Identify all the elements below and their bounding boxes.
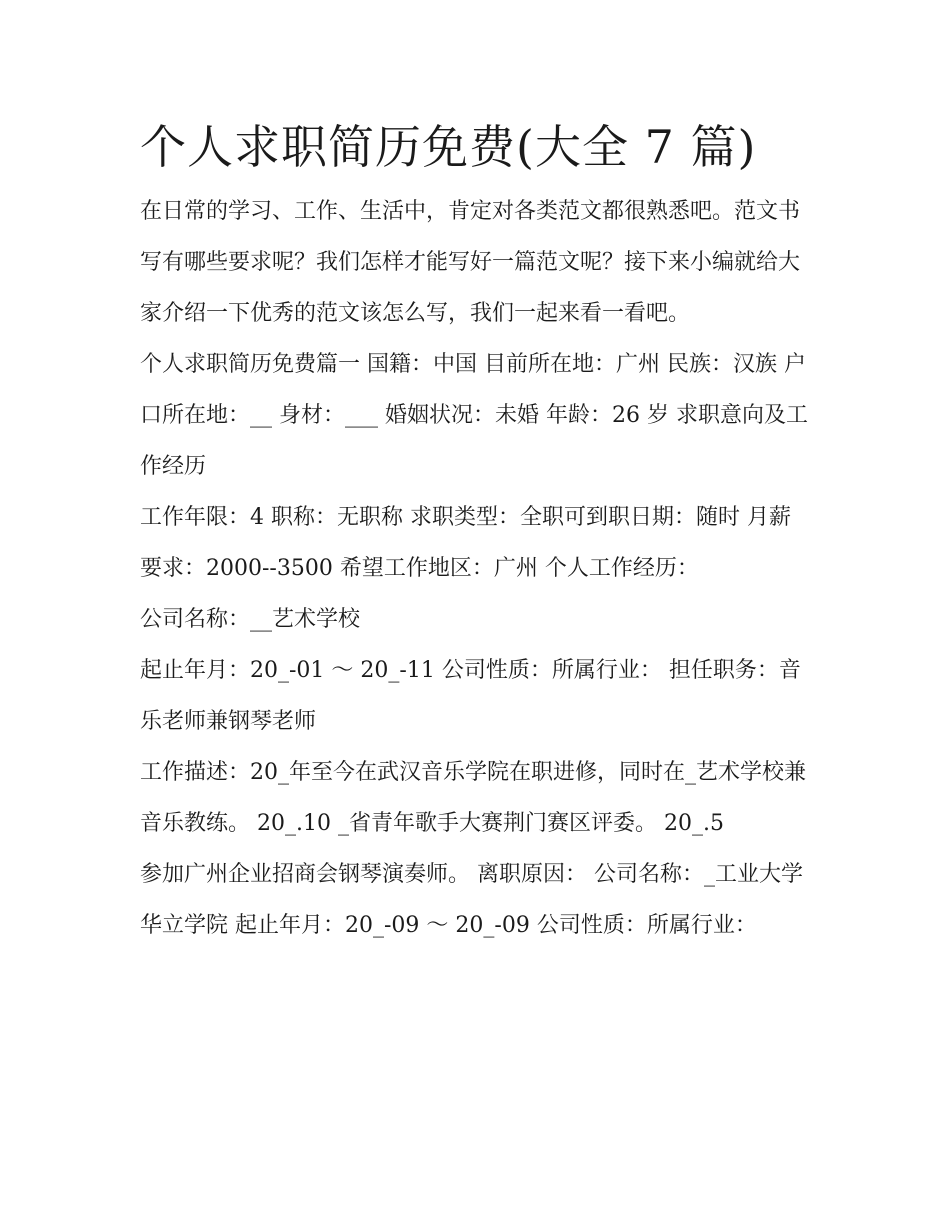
- additional-experience-paragraph: 参加广州企业招商会钢琴演奏师。 离职原因： 公司名称：_工业大学华立学院 起止年月：20_-09 ～ 20_-09 公司性质：所属行业：: [140, 862, 803, 938]
- intro-paragraph: 在日常的学习、工作、生活中，肯定对各类范文都很熟悉吧。范文书写有哪些要求呢？我们怎样才能写好一篇范文呢？接下来小编就给大家介绍一下优秀的范文该怎么写，我们一起来看一看吧。: [140, 199, 801, 326]
- work-description-paragraph: 工作描述：20_年至今在武汉音乐学院在职进修，同时在_艺术学校兼音乐教练。 20_.10 _省青年歌手大赛荆门赛区评委。 20_.5: [140, 760, 806, 836]
- job-intent-paragraph: 工作年限：4 职称：无职称 求职类型：全职可到职日期：随时 月薪要求：2000--3500 希望工作地区：广州 个人工作经历：: [140, 505, 791, 581]
- document-page: [140, 108, 812, 951]
- employment-period-paragraph: 起止年月：20_-01 ～ 20_-11 公司性质：所属行业： 担任职务：音乐老师兼钢琴老师: [140, 658, 801, 734]
- company-name-paragraph: 公司名称：__艺术学校: [140, 607, 361, 632]
- personal-info-paragraph: 个人求职简历免费篇一 国籍：中国 目前所在地：广州 民族：汉族 户口所在地：__ 身材：___ 婚姻状况：未婚 年龄：26 岁 求职意向及工作经历: [140, 352, 808, 479]
- document-title: 个人求职简历免费(大全 7 篇): [140, 120, 757, 174]
